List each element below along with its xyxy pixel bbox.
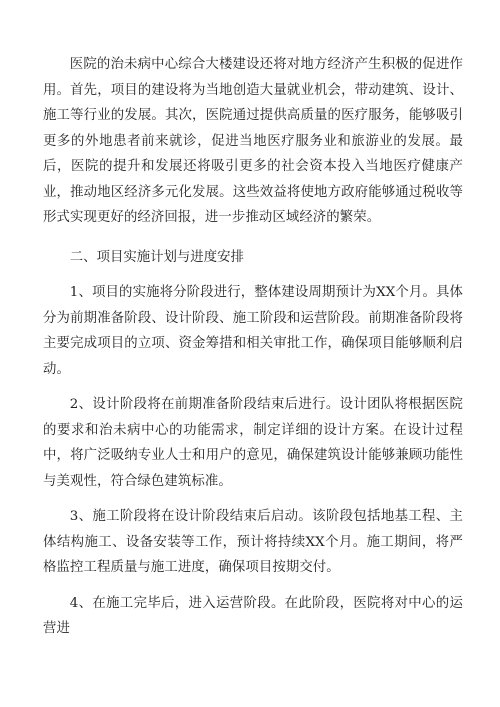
body-paragraph: 4、在施工完毕后，进入运营阶段。在此阶段，医院将对中心的运营进 (43, 595, 463, 636)
body-paragraph: 医院的治未病中心综合大楼建设还将对地方经济产生积极的促进作用。首先，项目的建设将为当地创造大量就业机会，带动建筑、设计、施工等行业的发展。其次，医院通过提供高质量的医疗服务，能够吸引更多的外地患者前来就诊，促进当地医疗服务业和旅游业的发展。最后，医院的提升和发展还将吸引更多的社会资本投入当地医疗健康产业，推动地区经济多元化发展。这些效益将使地方政府能够通过税收等形式实现更好的经济回报，进一步推动区域经济的繁荣。 (43, 57, 463, 225)
body-paragraph: 3、施工阶段将在设计阶段结束后启动。该阶段包括地基工程、主体结构施工、设备安装等工作，预计将持续XX个月。施工期间，将严格监控工程质量与施工进度，确保项目按期交付。 (43, 509, 463, 575)
body-paragraph: 2、设计阶段将在前期准备阶段结束后进行。设计团队将根据医院的要求和治未病中心的功能需求，制定详细的设计方案。在设计过程中，将广泛吸纳专业人士和用户的意见，确保建筑设计能够兼顾功能性与美观性，符合绿色建筑标准。 (43, 397, 463, 489)
body-paragraph: 1、项目的实施将分阶段进行，整体建设周期预计为XX个月。具体分为前期准备阶段、设计阶段、施工阶段和运营阶段。前期准备阶段将主要完成项目的立项、资金筹措和相关审批工作，确保项目能够顺利启动。 (43, 285, 463, 377)
document-body (43, 52, 463, 642)
section-heading: 二、项目实施计划与进度安排 (69, 249, 244, 265)
